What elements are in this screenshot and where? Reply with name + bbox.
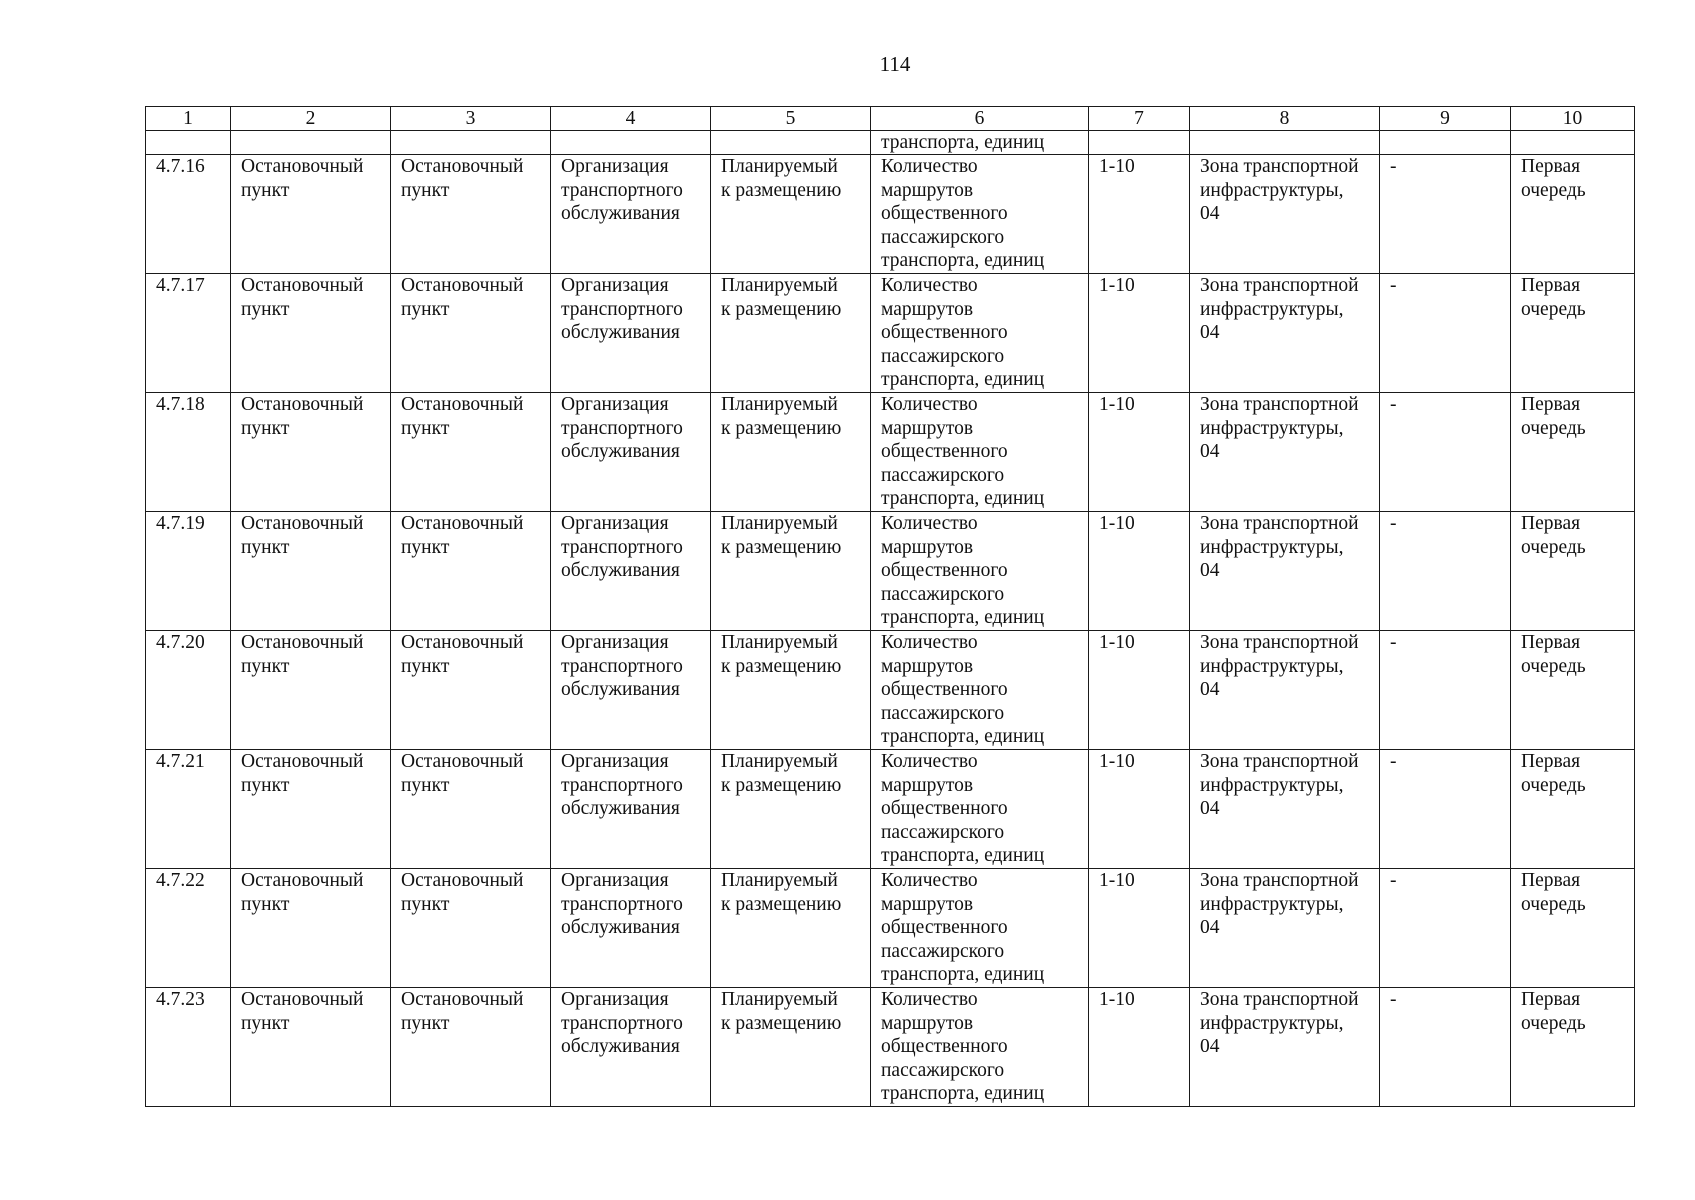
cell-line: обслуживания: [561, 917, 680, 939]
purpose-cell: [551, 274, 711, 393]
column-number-row: [146, 107, 1635, 131]
object-type-cell: [391, 274, 551, 393]
continuation-cell-5: [711, 131, 871, 155]
cell-line: Количество: [881, 751, 978, 772]
object-name-cell: [231, 869, 391, 988]
object-type-cell: [391, 631, 551, 750]
column-number-3: 3: [391, 107, 551, 131]
value-cell: 1-10: [1089, 155, 1190, 274]
objects-table: [145, 106, 1635, 1107]
cell-line: транспортного: [561, 298, 683, 320]
cell-line: обслуживания: [561, 322, 680, 344]
cell-line: Количество: [881, 275, 978, 296]
cell-line: Первая: [1521, 394, 1581, 415]
object-name-cell: [231, 155, 391, 274]
cell-line: 04: [1200, 1036, 1220, 1058]
table-row: [146, 750, 1635, 869]
cell-line: 04: [1200, 441, 1220, 463]
cell-line: Организация: [561, 870, 669, 891]
cell-line: к размещению: [721, 536, 842, 558]
cell-line: 04: [1200, 203, 1220, 225]
cell-line: пункт: [241, 298, 290, 320]
cell-line: Зона транспортной: [1200, 156, 1359, 177]
column-number-8: 8: [1190, 107, 1380, 131]
cell-line: пассажирского: [881, 345, 1005, 367]
cell-line: Остановочный: [241, 275, 364, 296]
purpose-cell: [551, 512, 711, 631]
cell-line: маршрутов: [881, 298, 974, 320]
continuation-cell-8: [1190, 131, 1380, 155]
cell-line: Остановочный: [241, 632, 364, 653]
cell-line: Количество: [881, 394, 978, 415]
cell-line: пункт: [401, 655, 450, 677]
characteristic-cell: [871, 512, 1089, 631]
stage-cell: [1511, 750, 1635, 869]
cell-line: транспорта, единиц: [881, 369, 1045, 391]
cell-line: общественного: [881, 798, 1008, 820]
cell-line: инфраструктуры,: [1200, 417, 1344, 439]
cell-line: пункт: [241, 774, 290, 796]
cell-line: обслуживания: [561, 203, 680, 225]
cell-line: транспорта, единиц: [881, 607, 1045, 629]
cell-line: Остановочный: [401, 275, 524, 296]
cell-line: пункт: [241, 1012, 290, 1034]
table-row: [146, 869, 1635, 988]
status-cell: [711, 988, 871, 1107]
cell-line: маршрутов: [881, 655, 974, 677]
cell-line: обслуживания: [561, 441, 680, 463]
column-number-10: 10: [1511, 107, 1635, 131]
cell-line: Количество: [881, 870, 978, 891]
stage-cell: [1511, 274, 1635, 393]
stage-cell: [1511, 155, 1635, 274]
continuation-cell-9: [1380, 131, 1511, 155]
cell-line: пункт: [241, 893, 290, 915]
cell-line: маршрутов: [881, 179, 974, 201]
cell-line: Планируемый: [721, 513, 838, 534]
cell-line: транспорта, единиц: [881, 845, 1045, 867]
object-number-cell: 4.7.16: [146, 155, 231, 274]
status-cell: [711, 512, 871, 631]
purpose-cell: [551, 869, 711, 988]
cell-line: очередь: [1521, 298, 1586, 320]
cell-line: пункт: [401, 179, 450, 201]
cell-line: пассажирского: [881, 583, 1005, 605]
cell-line: к размещению: [721, 179, 842, 201]
characteristic-cell: [871, 869, 1089, 988]
cell-line: общественного: [881, 203, 1008, 225]
cell-line: Зона транспортной: [1200, 394, 1359, 415]
stage-cell: [1511, 869, 1635, 988]
cell-line: транспорта, единиц: [881, 1083, 1045, 1105]
cell-line: к размещению: [721, 893, 842, 915]
cell-line: Остановочный: [401, 989, 524, 1010]
table-row: [146, 988, 1635, 1107]
dash-cell: -: [1380, 750, 1511, 869]
object-type-cell: [391, 869, 551, 988]
page-number: 114: [879, 52, 911, 76]
cell-line: Организация: [561, 275, 669, 296]
cell-line: пункт: [401, 774, 450, 796]
cell-line: Планируемый: [721, 275, 838, 296]
cell-line: общественного: [881, 917, 1008, 939]
value-cell: 1-10: [1089, 512, 1190, 631]
cell-line: транспортного: [561, 417, 683, 439]
status-cell: [711, 631, 871, 750]
cell-line: к размещению: [721, 298, 842, 320]
cell-line: Первая: [1521, 870, 1581, 891]
continuation-cell-2: [231, 131, 391, 155]
cell-line: Остановочный: [241, 394, 364, 415]
zone-cell: [1190, 988, 1380, 1107]
cell-line: инфраструктуры,: [1200, 655, 1344, 677]
cell-line: обслуживания: [561, 560, 680, 582]
cell-line: транспортного: [561, 1012, 683, 1034]
cell-line: маршрутов: [881, 1012, 974, 1034]
value-cell: 1-10: [1089, 988, 1190, 1107]
cell-line: Остановочный: [401, 632, 524, 653]
cell-line: Зона транспортной: [1200, 513, 1359, 534]
cell-line: пункт: [401, 536, 450, 558]
cell-line: 04: [1200, 560, 1220, 582]
dash-cell: -: [1380, 869, 1511, 988]
cell-line: пункт: [241, 536, 290, 558]
cell-line: инфраструктуры,: [1200, 893, 1344, 915]
cell-line: Организация: [561, 632, 669, 653]
column-number-4: 4: [551, 107, 711, 131]
object-name-cell: [231, 988, 391, 1107]
object-name-cell: [231, 393, 391, 512]
dash-cell: -: [1380, 274, 1511, 393]
cell-line: общественного: [881, 1036, 1008, 1058]
cell-line: транспорта, единиц: [881, 488, 1045, 510]
column-number-7: 7: [1089, 107, 1190, 131]
cell-line: пункт: [241, 417, 290, 439]
cell-line: Планируемый: [721, 632, 838, 653]
object-name-cell: [231, 750, 391, 869]
object-number-cell: 4.7.22: [146, 869, 231, 988]
cell-line: пункт: [401, 893, 450, 915]
column-number-6: 6: [871, 107, 1089, 131]
dash-cell: -: [1380, 631, 1511, 750]
object-name-cell: [231, 274, 391, 393]
characteristic-cell: [871, 155, 1089, 274]
cell-line: Остановочный: [241, 513, 364, 534]
purpose-cell: [551, 750, 711, 869]
table-row: [146, 274, 1635, 393]
cell-line: Первая: [1521, 632, 1581, 653]
cell-line: Планируемый: [721, 156, 838, 177]
cell-line: Количество: [881, 989, 978, 1010]
cell-line: транспорта, единиц: [881, 964, 1045, 986]
cell-line: Организация: [561, 156, 669, 177]
continuation-cell-3: [391, 131, 551, 155]
cell-line: к размещению: [721, 417, 842, 439]
cell-line: 04: [1200, 322, 1220, 344]
dash-cell: -: [1380, 988, 1511, 1107]
cell-line: Организация: [561, 751, 669, 772]
cell-line: очередь: [1521, 893, 1586, 915]
cell-line: транспорта, единиц: [881, 250, 1045, 272]
zone-cell: [1190, 393, 1380, 512]
dash-cell: -: [1380, 393, 1511, 512]
object-name-cell: [231, 512, 391, 631]
cell-line: пассажирского: [881, 226, 1005, 248]
cell-line: Зона транспортной: [1200, 751, 1359, 772]
cell-line: общественного: [881, 560, 1008, 582]
object-name-cell: [231, 631, 391, 750]
table-body: [146, 107, 1635, 1107]
cell-line: Количество: [881, 513, 978, 534]
continuation-cell-7: [1089, 131, 1190, 155]
cell-line: Планируемый: [721, 394, 838, 415]
characteristic-cell: [871, 750, 1089, 869]
cell-line: Планируемый: [721, 751, 838, 772]
cell-line: Остановочный: [401, 870, 524, 891]
cell-line: пункт: [241, 655, 290, 677]
cell-line: общественного: [881, 679, 1008, 701]
zone-cell: [1190, 869, 1380, 988]
status-cell: [711, 393, 871, 512]
cell-line: маршрутов: [881, 536, 974, 558]
table-row: [146, 512, 1635, 631]
cell-line: пункт: [241, 179, 290, 201]
cell-line: пункт: [401, 417, 450, 439]
object-type-cell: [391, 393, 551, 512]
continuation-cell-4: [551, 131, 711, 155]
cell-line: Зона транспортной: [1200, 632, 1359, 653]
cell-line: 04: [1200, 917, 1220, 939]
cell-line: пассажирского: [881, 464, 1005, 486]
cell-line: маршрутов: [881, 774, 974, 796]
cell-line: Первая: [1521, 156, 1581, 177]
cell-line: очередь: [1521, 655, 1586, 677]
cell-line: пассажирского: [881, 940, 1005, 962]
object-number-cell: 4.7.17: [146, 274, 231, 393]
zone-cell: [1190, 512, 1380, 631]
cell-line: транспортного: [561, 655, 683, 677]
cell-line: транспортного: [561, 893, 683, 915]
zone-cell: [1190, 155, 1380, 274]
table-row: [146, 631, 1635, 750]
cell-line: очередь: [1521, 1012, 1586, 1034]
cell-line: маршрутов: [881, 893, 974, 915]
cell-line: Остановочный: [401, 394, 524, 415]
cell-line: Организация: [561, 989, 669, 1010]
cell-line: инфраструктуры,: [1200, 536, 1344, 558]
status-cell: [711, 869, 871, 988]
value-cell: 1-10: [1089, 750, 1190, 869]
object-type-cell: [391, 155, 551, 274]
object-number-cell: 4.7.23: [146, 988, 231, 1107]
cell-line: очередь: [1521, 179, 1586, 201]
stage-cell: [1511, 631, 1635, 750]
cell-line: Остановочный: [241, 989, 364, 1010]
value-cell: 1-10: [1089, 869, 1190, 988]
purpose-cell: [551, 988, 711, 1107]
characteristic-cell: [871, 631, 1089, 750]
table-row: [146, 155, 1635, 274]
object-type-cell: [391, 512, 551, 631]
value-cell: 1-10: [1089, 274, 1190, 393]
dash-cell: -: [1380, 155, 1511, 274]
cell-line: транспортного: [561, 774, 683, 796]
cell-line: Первая: [1521, 275, 1581, 296]
cell-line: инфраструктуры,: [1200, 1012, 1344, 1034]
status-cell: [711, 274, 871, 393]
cell-line: инфраструктуры,: [1200, 774, 1344, 796]
cell-line: Зона транспортной: [1200, 275, 1359, 296]
cell-line: очередь: [1521, 417, 1586, 439]
cell-line: к размещению: [721, 655, 842, 677]
object-number-cell: 4.7.21: [146, 750, 231, 869]
continuation-cell-10: [1511, 131, 1635, 155]
table-row: [146, 393, 1635, 512]
cell-line: Количество: [881, 156, 978, 177]
stage-cell: [1511, 512, 1635, 631]
purpose-cell: [551, 155, 711, 274]
cell-line: Зона транспортной: [1200, 989, 1359, 1010]
object-number-cell: 4.7.19: [146, 512, 231, 631]
cell-line: Первая: [1521, 513, 1581, 534]
cell-line: Остановочный: [241, 751, 364, 772]
object-type-cell: [391, 988, 551, 1107]
continuation-cell-1: [146, 131, 231, 155]
cell-line: инфраструктуры,: [1200, 298, 1344, 320]
purpose-cell: [551, 631, 711, 750]
cell-line: Остановочный: [241, 156, 364, 177]
cell-line: транспорта, единиц: [881, 726, 1045, 748]
cell-line: общественного: [881, 322, 1008, 344]
stage-cell: [1511, 393, 1635, 512]
continuation-cell-6: транспорта, единиц: [871, 131, 1089, 155]
cell-line: к размещению: [721, 774, 842, 796]
cell-line: Остановочный: [241, 870, 364, 891]
cell-line: общественного: [881, 441, 1008, 463]
cell-line: Остановочный: [401, 156, 524, 177]
characteristic-cell: [871, 393, 1089, 512]
cell-line: Организация: [561, 394, 669, 415]
cell-line: пассажирского: [881, 702, 1005, 724]
value-cell: 1-10: [1089, 631, 1190, 750]
continuation-row: [146, 131, 1635, 155]
characteristic-cell: [871, 988, 1089, 1107]
status-cell: [711, 750, 871, 869]
column-number-1: 1: [146, 107, 231, 131]
cell-line: 04: [1200, 679, 1220, 701]
cell-line: Остановочный: [401, 751, 524, 772]
cell-line: обслуживания: [561, 1036, 680, 1058]
cell-line: транспортного: [561, 536, 683, 558]
purpose-cell: [551, 393, 711, 512]
cell-line: обслуживания: [561, 679, 680, 701]
column-number-2: 2: [231, 107, 391, 131]
object-type-cell: [391, 750, 551, 869]
cell-line: пункт: [401, 298, 450, 320]
cell-line: Планируемый: [721, 870, 838, 891]
cell-line: Зона транспортной: [1200, 870, 1359, 891]
cell-line: пассажирского: [881, 1059, 1005, 1081]
characteristic-cell: [871, 274, 1089, 393]
value-cell: 1-10: [1089, 393, 1190, 512]
cell-line: к размещению: [721, 1012, 842, 1034]
cell-line: очередь: [1521, 536, 1586, 558]
zone-cell: [1190, 750, 1380, 869]
cell-line: транспортного: [561, 179, 683, 201]
cell-line: маршрутов: [881, 417, 974, 439]
status-cell: [711, 155, 871, 274]
cell-line: Остановочный: [401, 513, 524, 534]
cell-line: Планируемый: [721, 989, 838, 1010]
cell-line: пассажирского: [881, 821, 1005, 843]
cell-line: 04: [1200, 798, 1220, 820]
cell-line: очередь: [1521, 774, 1586, 796]
cell-line: пункт: [401, 1012, 450, 1034]
cell-line: Первая: [1521, 751, 1581, 772]
cell-line: Первая: [1521, 989, 1581, 1010]
column-number-9: 9: [1380, 107, 1511, 131]
zone-cell: [1190, 631, 1380, 750]
cell-line: Количество: [881, 632, 978, 653]
dash-cell: -: [1380, 512, 1511, 631]
column-number-5: 5: [711, 107, 871, 131]
object-number-cell: 4.7.20: [146, 631, 231, 750]
object-number-cell: 4.7.18: [146, 393, 231, 512]
cell-line: инфраструктуры,: [1200, 179, 1344, 201]
zone-cell: [1190, 274, 1380, 393]
stage-cell: [1511, 988, 1635, 1107]
cell-line: обслуживания: [561, 798, 680, 820]
cell-line: Организация: [561, 513, 669, 534]
